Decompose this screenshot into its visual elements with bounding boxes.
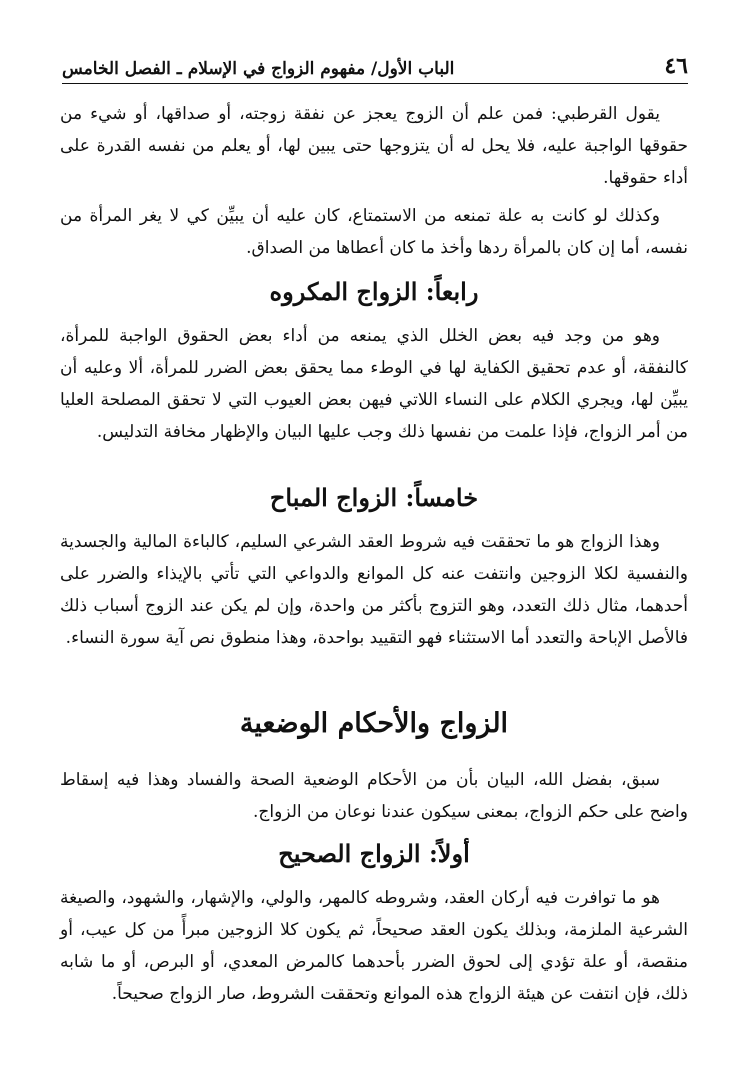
page-number: ٤٦ (664, 53, 688, 79)
paragraph-illness (60, 200, 688, 264)
page-header (62, 50, 688, 84)
paragraph-disliked-marriage (60, 320, 688, 448)
paragraph-permissible-marriage (60, 526, 688, 654)
paragraph-chapter-intro (60, 764, 688, 828)
running-title: الباب الأول/ مفهوم الزواج في الإسلام ـ الفصل الخامس (62, 59, 455, 79)
paragraph-text: وهو من وجد فيه بعض الخلل الذي يمنعه من أداء بعض الحقوق الواجبة للمرأة، كالنفقة، أو عدم تحقيق الكفاية لها في الوطء مما يحقق بعض الضرر للمرأة، ألا وعليه أن يبيِّن لها، ويجري الكلام على النساء اللاتي فيهن بعض العيوب التي لا تحقق المصلحة العليا من أمر الزواج، فإذا علمت من نفسها ذلك وجب عليها البيان والإظهار مخافة التدليس. (60, 326, 688, 442)
paragraph-qurtubi (60, 98, 688, 194)
heading-chapter: الزواج والأحكام الوضعية (239, 708, 509, 739)
paragraph-valid-marriage (60, 882, 688, 1010)
paragraph-text: سبق، بفضل الله، البيان بأن من الأحكام الوضعية الصحة والفساد وهذا فيه إسقاط واضح على حكم الزواج، بمعنى سيكون عندنا نوعان من الزواج. (60, 770, 688, 822)
heading-permissible-marriage: خامساً: الزواج المباح (269, 483, 479, 512)
paragraph-text: وهذا الزواج هو ما تحققت فيه شروط العقد الشرعي السليم، كالباءة المالية والجسدية والنفسية لكلا الزوجين وانتفت عنه كل الموانع والدواعي التي تأتي بالإيذاء والضرر على أحدهما، مثال ذلك التعدد، وهو التزوج بأكثر من واحدة، وإن لم يكن عند الزوج أسباب ذلك فالأصل الإباحة والتعدد أما الاستثناء فهو التقييد بواحدة، وهذا منطوق نص آية سورة النساء. (60, 532, 688, 648)
heading-disliked-marriage: رابعاً: الزواج المكروه (269, 277, 479, 306)
heading-valid-marriage: أولاً: الزواج الصحيح (278, 839, 470, 868)
paragraph-text: هو ما توافرت فيه أركان العقد، وشروطه كالمهر، والولي، والإشهار، والشهود، والصيغة الشرعية الملزمة، وبذلك يكون العقد صحيحاً، ثم يكون كلا الزوجين مبرأً من كل عيب، أو منقصة، أو علة تؤدي إلى لحوق الضرر بأحدهما كالمرض المعدي، أو البرص، أو ما شابه ذلك، فإن انتفت عن هيئة الزواج هذه الموانع وتحققت الشروط، صار الزواج صحيحاً. (60, 888, 688, 1004)
paragraph-text: يقول القرطبي: فمن علم أن الزوج يعجز عن نفقة زوجته، أو صداقها، أو شيء من حقوقها الواجبة عليه، فلا يحل له أن يتزوجها حتى يبين لها، أو يعلم من نفسه القدرة على أداء حقوقها. (60, 104, 688, 188)
paragraph-text: وكذلك لو كانت به علة تمنعه من الاستمتاع، كان عليه أن يبيِّن كي لا يغر المرأة من نفسه، أما إن كان بالمرأة ردها وأخذ ما كان أعطاها من الصداق. (60, 206, 688, 258)
